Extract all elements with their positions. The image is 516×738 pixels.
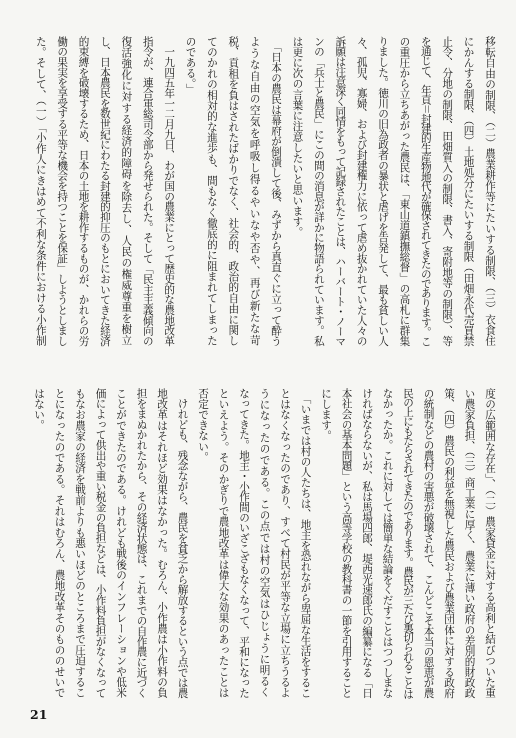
upper-tier-text-line: りました。徳川の旧為政者の暴状と虐げを告発して、最も貧しい人	[377, 36, 390, 346]
lower-tier-column	[418, 388, 439, 698]
upper-text-tier	[29, 36, 500, 346]
lower-tier-text-line: もなお農家の経済を戦前よりも悪いほどのところまで圧迫するこ	[74, 388, 86, 698]
upper-tier-column	[307, 36, 328, 346]
lower-tier-column	[377, 388, 398, 698]
upper-tier-column	[457, 36, 478, 346]
lower-tier-column	[336, 388, 357, 698]
lower-tier-column	[213, 388, 234, 698]
lower-tier-text-line: 価によって供出や重い税金の負担などは、小作料負担がなくなって	[94, 388, 107, 698]
lower-tier-column	[275, 388, 296, 698]
upper-tier-column	[29, 36, 50, 346]
lower-tier-text-line: の統制などの農村の害悪が破壊されて、こんどこそ本当の恩恵が農	[422, 388, 435, 698]
upper-tier-column	[329, 36, 350, 346]
lower-tier-column	[316, 388, 337, 698]
lower-tier-text-line: ことができたのである。けれども戦後のインフレーションや低米	[115, 388, 127, 698]
lower-tier-column	[234, 388, 255, 698]
upper-tier-text-line: 税、貢租を負はされたばかりでなく、社会的、政治的自由に関し	[227, 36, 240, 346]
upper-tier-column	[350, 36, 371, 346]
lower-tier-text-line: い農家負担、（三）商工業に厚く、農業に薄い政府の差別的財政政	[463, 388, 476, 698]
lower-tier-column	[131, 388, 152, 698]
upper-tier-text-line: 訴願は注意深く同情をもって記録されたことは、ハーバート・ノーマ	[334, 36, 347, 346]
lower-tier-text-line: といえよう。そのかぎりで農地改革は偉大な効果のあったことは	[217, 388, 230, 698]
lower-tier-column	[172, 388, 193, 698]
page-number: 21	[30, 707, 48, 722]
upper-tier-column	[51, 36, 72, 346]
lower-tier-column	[29, 388, 50, 698]
upper-tier-column	[179, 36, 200, 346]
upper-tier-text-line: し、日本農民を数世紀にわたる封建的抑圧のもとにおいてきた経済	[98, 36, 111, 346]
upper-tier-text-line: 働の果実を享受する平等な機会を持つことを保証」しようとしまし	[56, 36, 69, 346]
lower-tier-column	[49, 388, 70, 698]
lower-tier-text-line: なってきた。地主・小作間のいざこざもなくなって、平和になった	[238, 388, 250, 698]
upper-tier-text-line: のである。」	[184, 36, 197, 95]
upper-tier-text-line: ンの「兵士と農民」にこの間の消息が詳かに物語られています。私	[312, 36, 325, 346]
upper-tier-text-line: 止令、分地の制限、田畑質入の制限、書入、寄附地等の制限）、等	[441, 36, 454, 346]
lower-tier-text-line: けれども、残念ながら、農民を貧乏から解放するという点では農	[176, 388, 189, 698]
lower-tier-text-line: 担をまぬかれたから、その経済状態は、これまでの自作農に近づく	[135, 388, 148, 698]
upper-tier-text-line: にかんする制限、（四）土地処分にたいする制限（田畑永代売買禁	[462, 36, 475, 346]
lower-tier-text-line: なかったか。これに対しては簡単な結論をくだすことはつつしまな	[381, 388, 394, 698]
lower-tier-column	[70, 388, 91, 698]
lower-tier-text-line: 民の上にもたらされてきたのであります。農民が三たび裏切られることは	[402, 388, 414, 698]
lower-tier-text-line: とになったのである。それはむろん、農地改革そのもののせいで	[53, 388, 66, 698]
upper-tier-column	[243, 36, 264, 346]
lower-tier-column	[152, 388, 173, 698]
upper-tier-text-line: は更に次の言葉に注意したいと思います。	[291, 36, 304, 238]
lower-tier-text-line: にします。	[320, 388, 332, 441]
upper-tier-column	[414, 36, 435, 346]
upper-tier-text-line: 「日本の農民は幕府が倒潰して後、みずから真直ぐに立って酔う	[270, 36, 283, 346]
lower-tier-column	[357, 388, 378, 698]
upper-tier-text-line: 指令が、連合軍総司令部から発せられた。そして「民主主義傾向の	[141, 36, 154, 346]
lower-text-tier	[29, 388, 501, 698]
upper-tier-text-line: 的束縛を破壊するため、日本の土地を耕作するものが、かれらの労	[77, 36, 90, 346]
lower-tier-text-line: はない。	[33, 388, 45, 431]
lower-tier-column	[439, 388, 460, 698]
lower-tier-text-line: ければならないが、私は馬場四郎、堤西光速郎氏の編纂になる「日	[361, 388, 373, 698]
upper-tier-column	[286, 36, 307, 346]
upper-tier-column	[158, 36, 179, 346]
lower-tier-text-line: 「いまでは村の人たちは、地主を恐れながら卑屈な生活をするこ	[299, 388, 312, 698]
upper-tier-text-line: 移転自由の制限、（二）農業耕作等にたいする制限、（三）衣食住	[484, 36, 496, 346]
upper-tier-column	[393, 36, 414, 346]
upper-tier-column	[479, 36, 500, 346]
upper-tier-column	[436, 36, 457, 346]
lower-tier-column	[398, 388, 419, 698]
lower-tier-text-line: 本社会の基本問題」という高等学校の教科書の一節を引用すること	[340, 388, 353, 698]
lower-tier-text-line: 地改革はそれほど効果はなかった。むろん、小作農は小作料の負	[156, 388, 168, 698]
upper-tier-column	[201, 36, 222, 346]
upper-tier-text-line: た。そして、（一）「小作人にきはめて不利な条件における小作制	[34, 36, 47, 346]
upper-tier-text-line: ような自由の空気を呼吸し得るやいなや否や、再び新たな苛	[248, 36, 261, 346]
lower-tier-column	[111, 388, 132, 698]
upper-tier-text-line: 々、孤児、寡婦、および封建権力に依って虐め抜かれていた人々の	[355, 36, 368, 346]
upper-tier-column	[136, 36, 157, 346]
upper-tier-column	[265, 36, 286, 346]
lower-tier-text-line: 策、（四）農民の利益を無視した農民および農業団体に対する政府	[443, 388, 455, 698]
lower-tier-column	[295, 388, 316, 698]
lower-tier-column	[193, 388, 214, 698]
lower-tier-text-line: 否定できない。	[197, 388, 209, 463]
upper-tier-column	[372, 36, 393, 346]
upper-tier-text-line: 復活強化に対する経済的障碍を除去し、人民の権威尊重を樹立	[120, 36, 133, 346]
upper-tier-column	[222, 36, 243, 346]
lower-tier-column	[480, 388, 501, 698]
lower-tier-text-line: 度の広範囲な存在」、（二）農家貸金に対する高利と結びついた重	[484, 388, 496, 698]
upper-tier-column	[72, 36, 93, 346]
lower-tier-column	[90, 388, 111, 698]
upper-tier-text-line: 一九四五年一二月九日、わが国の農業にとって歴史的な農地改革	[163, 36, 176, 346]
upper-tier-column	[115, 36, 136, 346]
lower-tier-column	[459, 388, 480, 698]
upper-tier-column	[94, 36, 115, 346]
lower-tier-text-line: とはなくなったのであり、すべて村民が平等な立場に立ちうるよ	[279, 388, 291, 698]
upper-tier-text-line: てのかれの相対的な進歩も、間もなく徹底的に阻まれてしまった	[205, 36, 218, 346]
lower-tier-text-line: うになったのである。この点では村の空気はひじょうに明るく	[258, 388, 271, 698]
upper-tier-text-line: を通じて、年貢＝封建的生産物地代が確保されてきたのであります。こ	[419, 36, 432, 346]
lower-tier-column	[254, 388, 275, 698]
upper-tier-text-line: の重圧から立ちあがった農民は、「東山道鎮撫総督」の高札に群集	[398, 36, 411, 346]
